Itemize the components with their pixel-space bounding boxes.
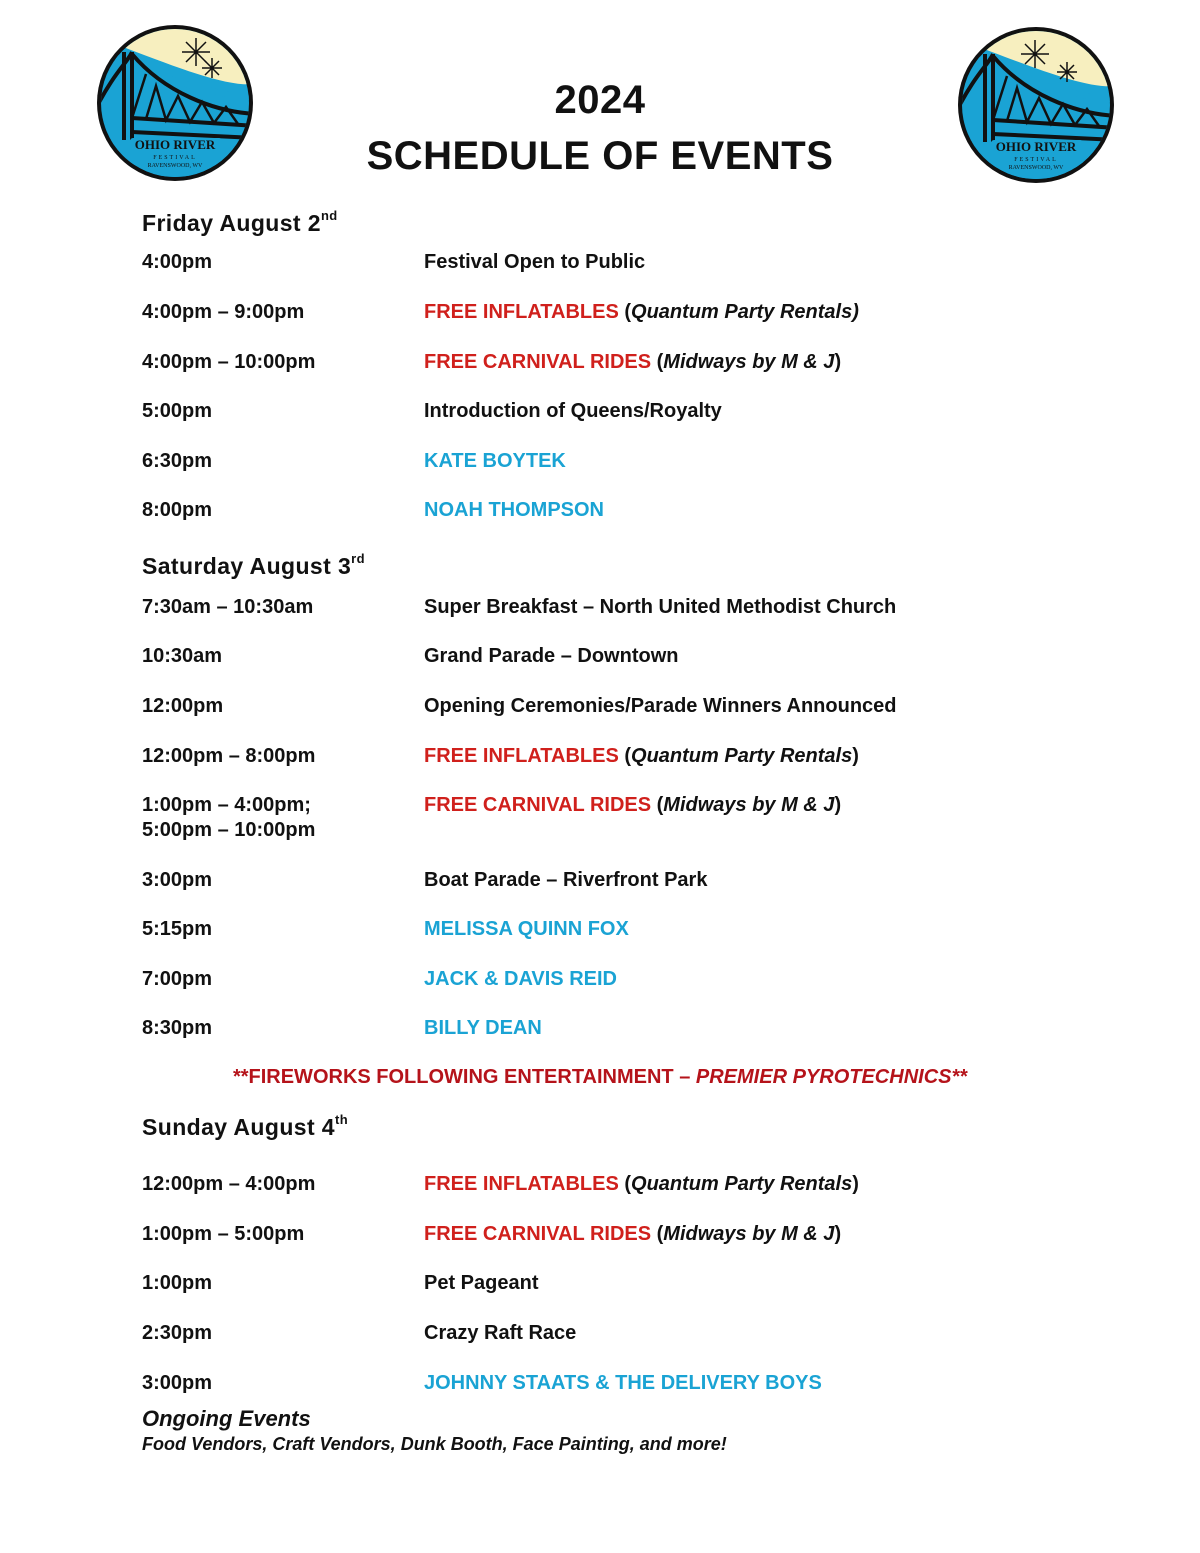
event-time: 3:00pm: [142, 1372, 213, 1394]
event-time: 4:00pm: [142, 251, 213, 273]
performer-name: JACK & DAVIS REID: [424, 968, 617, 990]
day-heading-saturday: Saturday August 3rd: [142, 551, 365, 579]
event-name: Super Breakfast – North United Methodist Church: [424, 596, 897, 618]
fireworks-notice: **FIREWORKS FOLLOWING ENTERTAINMENT – PREMIER PYROTECHNICS**: [232, 1066, 968, 1088]
performer-name: BILLY DEAN: [424, 1017, 542, 1039]
event-name: FREE INFLATABLES (Quantum Party Rentals): [424, 1173, 859, 1195]
event-time: 1:00pm: [142, 1272, 213, 1294]
event-name: Introduction of Queens/Royalty: [424, 400, 722, 422]
day-heading-friday: Friday August 2nd: [142, 208, 338, 236]
event-time: 5:00pm – 10:00pm: [142, 819, 316, 841]
event-time: 1:00pm – 5:00pm: [142, 1223, 305, 1245]
event-time: 12:00pm – 4:00pm: [142, 1173, 316, 1195]
performer-name: JOHNNY STAATS & THE DELIVERY BOYS: [424, 1372, 822, 1394]
event-name: Boat Parade – Riverfront Park: [424, 869, 708, 891]
event-name: Crazy Raft Race: [424, 1322, 577, 1344]
event-time: 2:30pm: [142, 1322, 213, 1344]
day-heading-sunday: Sunday August 4th: [142, 1112, 349, 1140]
event-time: 4:00pm – 9:00pm: [142, 301, 305, 323]
event-time: 6:30pm: [142, 450, 213, 472]
event-time: 7:30am – 10:30am: [142, 596, 314, 618]
ongoing-events-heading: Ongoing Events: [142, 1406, 311, 1431]
svg-text:OHIO RIVER: OHIO RIVER: [995, 139, 1077, 154]
event-name: FREE INFLATABLES (Quantum Party Rentals): [424, 301, 859, 323]
svg-text:OHIO RIVER: OHIO RIVER: [134, 137, 216, 152]
event-time: 7:00pm: [142, 968, 213, 990]
event-name: Opening Ceremonies/Parade Winners Announced: [424, 695, 897, 717]
event-time: 3:00pm: [142, 869, 213, 891]
event-time: 5:00pm: [142, 400, 213, 422]
event-time: 10:30am: [142, 645, 223, 667]
event-time: 12:00pm: [142, 695, 224, 717]
event-name: Pet Pageant: [424, 1272, 539, 1294]
svg-text:RAVENSWOOD, WV: RAVENSWOOD, WV: [147, 163, 203, 169]
event-name: FREE CARNIVAL RIDES (Midways by M & J): [424, 351, 842, 373]
performer-name: MELISSA QUINN FOX: [424, 918, 629, 940]
page-title: SCHEDULE OF EVENTS: [366, 134, 834, 178]
event-name: Grand Parade – Downtown: [424, 645, 679, 667]
event-name: FREE CARNIVAL RIDES (Midways by M & J): [424, 794, 842, 816]
event-name: FREE INFLATABLES (Quantum Party Rentals): [424, 745, 859, 767]
event-name: Festival Open to Public: [424, 251, 646, 273]
event-time: 5:15pm: [142, 918, 213, 940]
event-time: 8:00pm: [142, 499, 213, 521]
event-time: 4:00pm – 10:00pm: [142, 351, 316, 373]
performer-name: KATE BOYTEK: [424, 450, 566, 472]
ongoing-events-list: Food Vendors, Craft Vendors, Dunk Booth, Face Painting, and more!: [142, 1434, 727, 1454]
svg-text:FESTIVAL: FESTIVAL: [153, 155, 197, 161]
event-time: 1:00pm – 4:00pm;: [142, 794, 311, 816]
svg-text:RAVENSWOOD, WV: RAVENSWOOD, WV: [1008, 165, 1064, 171]
event-name: FREE CARNIVAL RIDES (Midways by M & J): [424, 1223, 842, 1245]
svg-text:FESTIVAL: FESTIVAL: [1014, 157, 1058, 163]
event-time: 12:00pm – 8:00pm: [142, 745, 316, 767]
event-time: 8:30pm: [142, 1017, 213, 1039]
page-year: 2024: [554, 78, 646, 122]
performer-name: NOAH THOMPSON: [424, 499, 604, 521]
